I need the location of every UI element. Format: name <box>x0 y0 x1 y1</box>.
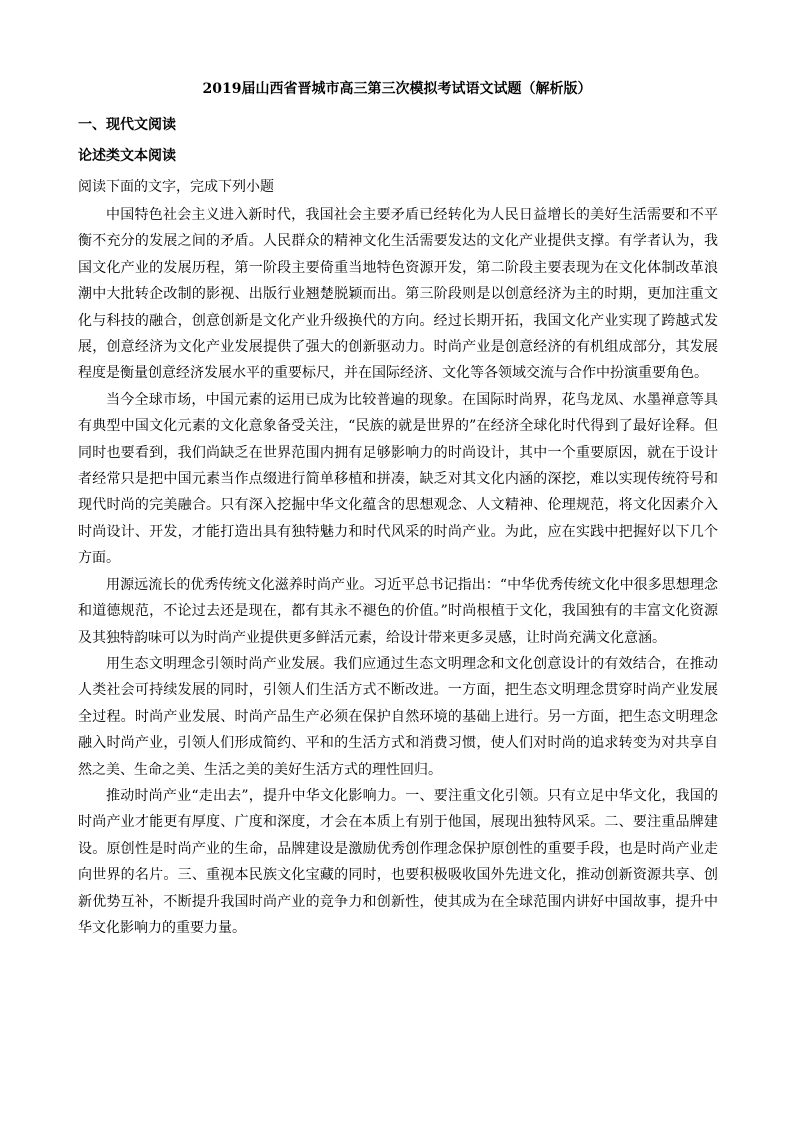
article-body <box>78 202 718 941</box>
paragraph-1: 中国特色社会主义进入新时代，我国社会主要矛盾已经转化为人民日益增长的美好生活需要和不平衡不充分的发展之间的矛盾。人民群众的精神文化生活需要发达的文化产业提供支撑。有学者认为，我国文化产业的发展历程，第一阶段主要倚重当地特色资源开发，第二阶段主要表现为在文化体制改革浪潮中大批转企改制的影视、出版行业翘楚脱颖而出。第三阶段则是以创意经济为主的时期，更加注重文化与科技的融合，创意创新是文化产业升级换代的方向。经过长期开拓，我国文化产业实现了跨越式发展，创意经济为文化产业发展提供了强大的创新驱动力。时尚产业是创意经济的有机组成部分，其发展程度是衡量创意经济发展水平的重要标尺，并在国际经济、文化等各领域交流与合作中扮演重要角色。 <box>78 207 718 382</box>
paragraph-2: 当今全球市场，中国元素的运用已成为比较普遍的现象。在国际时尚界，花鸟龙凤、水墨禅意等具有典型中国文化元素的文化意象备受关注，“民族的就是世界的”在经济全球化时代得到了最好诠释。但同时也要看到，我们尚缺乏在世界范围内拥有足够影响力的时尚设计，其中一个重要原因，就在于设计者经常只是把中国元素当作点缀进行简单移植和拼凑，缺乏对其文化内涵的深挖，难以实现传统符号和现代时尚的完美融合。只有深入挖掘中华文化蕴含的思想观念、人文精神、伦理规范，将文化因素介入时尚设计、开发，才能打造出具有独特魅力和时代风采的时尚产业。为此，应在实践中把握好以下几个方面。 <box>78 391 718 567</box>
subsection-heading: 论述类文本阅读 <box>78 148 176 164</box>
paragraph-5: 推动时尚产业“走出去”，提升中华文化影响力。一、要注重文化引领。只有立足中华文化，我国的时尚产业才能更有厚度、广度和深度，才会在本质上有别于他国，展现出独特风采。二、要注重品牌建设。原创性是时尚产业的生命，品牌建设是激励优秀创作理念保护原创性的重要手段，也是时尚产业走向世界的名片。三、重视本民族文化宝藏的同时，也要积极吸收国外先进文化，推动创新资源共享、创新优势互补，不断提升我国时尚产业的竞争力和创新性，使其成为在全球范围内讲好中国故事，提升中华文化影响力的重要力量。 <box>78 787 718 936</box>
document-title: 2019届山西省晋城市高三第三次模拟考试语文试题（解析版） <box>202 81 592 97</box>
paragraph-4: 用生态文明理念引领时尚产业发展。我们应通过生态文明理念和文化创意设计的有效结合，在推动人类社会可持续发展的同时，引领人们生活方式不断改进。一方面，把生态文明理念贯穿时尚产业发展全过程。时尚产业发展、时尚产品生产必须在保护自然环境的基础上进行。另一方面，把生态文明理念融入时尚产业，引领人们形成简约、平和的生活方式和消费习惯，使人们对时尚的追求转变为对共享自然之美、生命之美、生活之美的美好生活方式的理性回归。 <box>78 655 718 778</box>
section-heading: 一、现代文阅读 <box>78 117 176 133</box>
paragraph-3: 用源远流长的优秀传统文化滋养时尚产业。习近平总书记指出：“中华优秀传统文化中很多思想理念和道德规范，不论过去还是现在，都有其永不褪色的价值。”时尚根植于文化，我国独有的丰富文化资源及其独特韵味可以为时尚产业提供更多鲜活元素，给设计带来更多灵感，让时尚充满文化意涵。 <box>78 576 718 646</box>
reading-instruction: 阅读下面的文字，完成下列小题 <box>78 179 274 195</box>
